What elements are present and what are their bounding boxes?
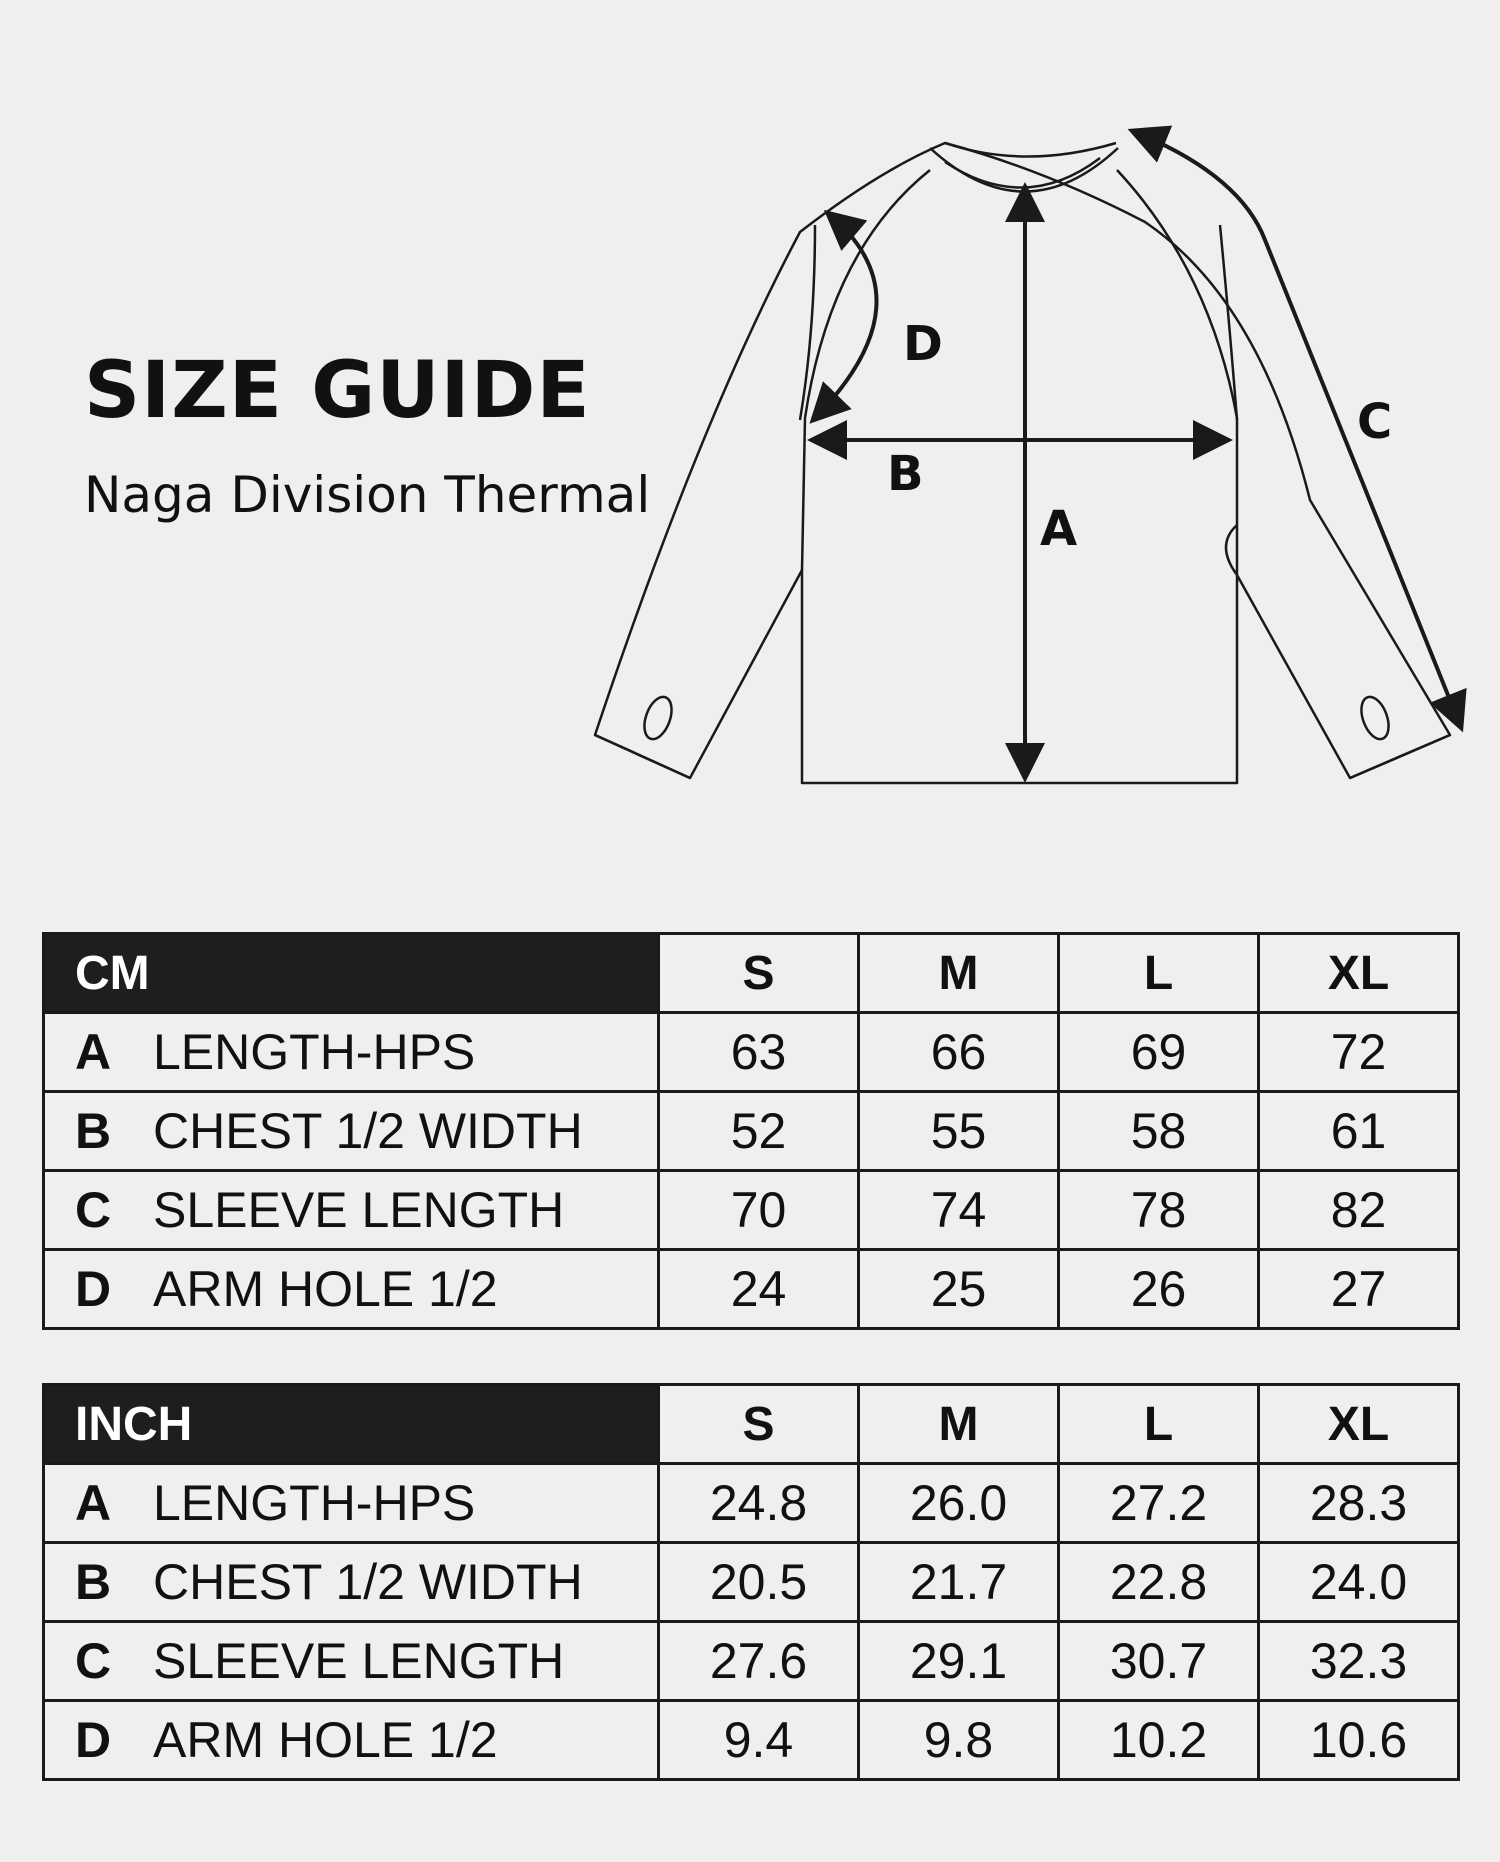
- measurement-label: [44, 1171, 659, 1250]
- label-c: C: [1357, 394, 1393, 450]
- value-cell: 72: [1259, 1013, 1459, 1092]
- value-cell: 27.2: [1059, 1464, 1259, 1543]
- value-cell: 26.0: [859, 1464, 1059, 1543]
- measurement-label: [44, 1092, 659, 1171]
- measurement-label: [44, 1543, 659, 1622]
- unit-header-inch: INCH: [44, 1385, 659, 1464]
- value-cell: 30.7: [1059, 1622, 1259, 1701]
- cm-size-table: [42, 932, 1460, 1330]
- measurement-name: LENGTH-HPS: [153, 1024, 476, 1080]
- label-a: A: [1040, 501, 1078, 557]
- value-cell: 24.0: [1259, 1543, 1459, 1622]
- value-cell: 9.8: [859, 1701, 1059, 1780]
- value-cell: 58: [1059, 1092, 1259, 1171]
- value-cell: 25: [859, 1250, 1059, 1329]
- measurement-name: ARM HOLE 1/2: [153, 1712, 498, 1768]
- value-cell: 24.8: [659, 1464, 859, 1543]
- measurement-letter: B: [75, 1103, 112, 1159]
- measurement-letter: D: [75, 1261, 112, 1317]
- table-row: [44, 1464, 1459, 1543]
- value-cell: 27.6: [659, 1622, 859, 1701]
- measurement-d: [815, 215, 877, 418]
- garment-diagram: [0, 0, 1500, 820]
- value-cell: 55: [859, 1092, 1059, 1171]
- inch-size-table: [42, 1383, 1460, 1781]
- value-cell: 70: [659, 1171, 859, 1250]
- value-cell: 66: [859, 1013, 1059, 1092]
- value-cell: 82: [1259, 1171, 1459, 1250]
- table-row: [44, 1543, 1459, 1622]
- measurement-label: [44, 1013, 659, 1092]
- table-row: [44, 1701, 1459, 1780]
- measurement-name: LENGTH-HPS: [153, 1475, 476, 1531]
- label-d: D: [903, 316, 943, 372]
- measurement-label: [44, 1622, 659, 1701]
- table-row: [44, 1013, 1459, 1092]
- value-cell: 74: [859, 1171, 1059, 1250]
- measurement-c: [1135, 132, 1460, 725]
- value-cell: 28.3: [1259, 1464, 1459, 1543]
- table-header-row: [44, 934, 1459, 1013]
- value-cell: 21.7: [859, 1543, 1059, 1622]
- measurement-letter: D: [75, 1712, 112, 1768]
- label-b: B: [887, 446, 924, 502]
- value-cell: 22.8: [1059, 1543, 1259, 1622]
- value-cell: 63: [659, 1013, 859, 1092]
- measurement-label: [44, 1250, 659, 1329]
- value-cell: 69: [1059, 1013, 1259, 1092]
- size-header-s: S: [659, 934, 859, 1013]
- measurement-letter: C: [75, 1633, 112, 1689]
- thumbhole-left: [639, 693, 677, 743]
- value-cell: 52: [659, 1092, 859, 1171]
- measurement-name: ARM HOLE 1/2: [153, 1261, 498, 1317]
- measurement-name: SLEEVE LENGTH: [153, 1182, 565, 1238]
- measurement-name: CHEST 1/2 WIDTH: [153, 1103, 583, 1159]
- product-name: Naga Division Thermal: [84, 466, 651, 524]
- page-title: SIZE GUIDE: [84, 346, 591, 436]
- table-row: [44, 1250, 1459, 1329]
- size-header-m: M: [859, 934, 1059, 1013]
- garment-outline: [595, 143, 1450, 783]
- value-cell: 26: [1059, 1250, 1259, 1329]
- value-cell: 27: [1259, 1250, 1459, 1329]
- value-cell: 9.4: [659, 1701, 859, 1780]
- size-header-xl: XL: [1259, 934, 1459, 1013]
- value-cell: 78: [1059, 1171, 1259, 1250]
- value-cell: 24: [659, 1250, 859, 1329]
- measurement-name: CHEST 1/2 WIDTH: [153, 1554, 583, 1610]
- measurement-letter: A: [75, 1024, 112, 1080]
- measurement-letter: C: [75, 1182, 112, 1238]
- measurement-label: [44, 1701, 659, 1780]
- value-cell: 10.2: [1059, 1701, 1259, 1780]
- table-row: [44, 1622, 1459, 1701]
- table-header-row: [44, 1385, 1459, 1464]
- unit-header-cm: CM: [44, 934, 659, 1013]
- thumbhole-right: [1356, 693, 1394, 743]
- size-header-l: L: [1059, 1385, 1259, 1464]
- measurement-letter: A: [75, 1475, 112, 1531]
- value-cell: 10.6: [1259, 1701, 1459, 1780]
- measurement-label: [44, 1464, 659, 1543]
- table-row: [44, 1092, 1459, 1171]
- value-cell: 20.5: [659, 1543, 859, 1622]
- table-row: [44, 1171, 1459, 1250]
- value-cell: 29.1: [859, 1622, 1059, 1701]
- value-cell: 32.3: [1259, 1622, 1459, 1701]
- value-cell: 61: [1259, 1092, 1459, 1171]
- measurement-letter: B: [75, 1554, 112, 1610]
- measurement-name: SLEEVE LENGTH: [153, 1633, 565, 1689]
- size-header-xl: XL: [1259, 1385, 1459, 1464]
- size-header-s: S: [659, 1385, 859, 1464]
- size-header-l: L: [1059, 934, 1259, 1013]
- size-header-m: M: [859, 1385, 1059, 1464]
